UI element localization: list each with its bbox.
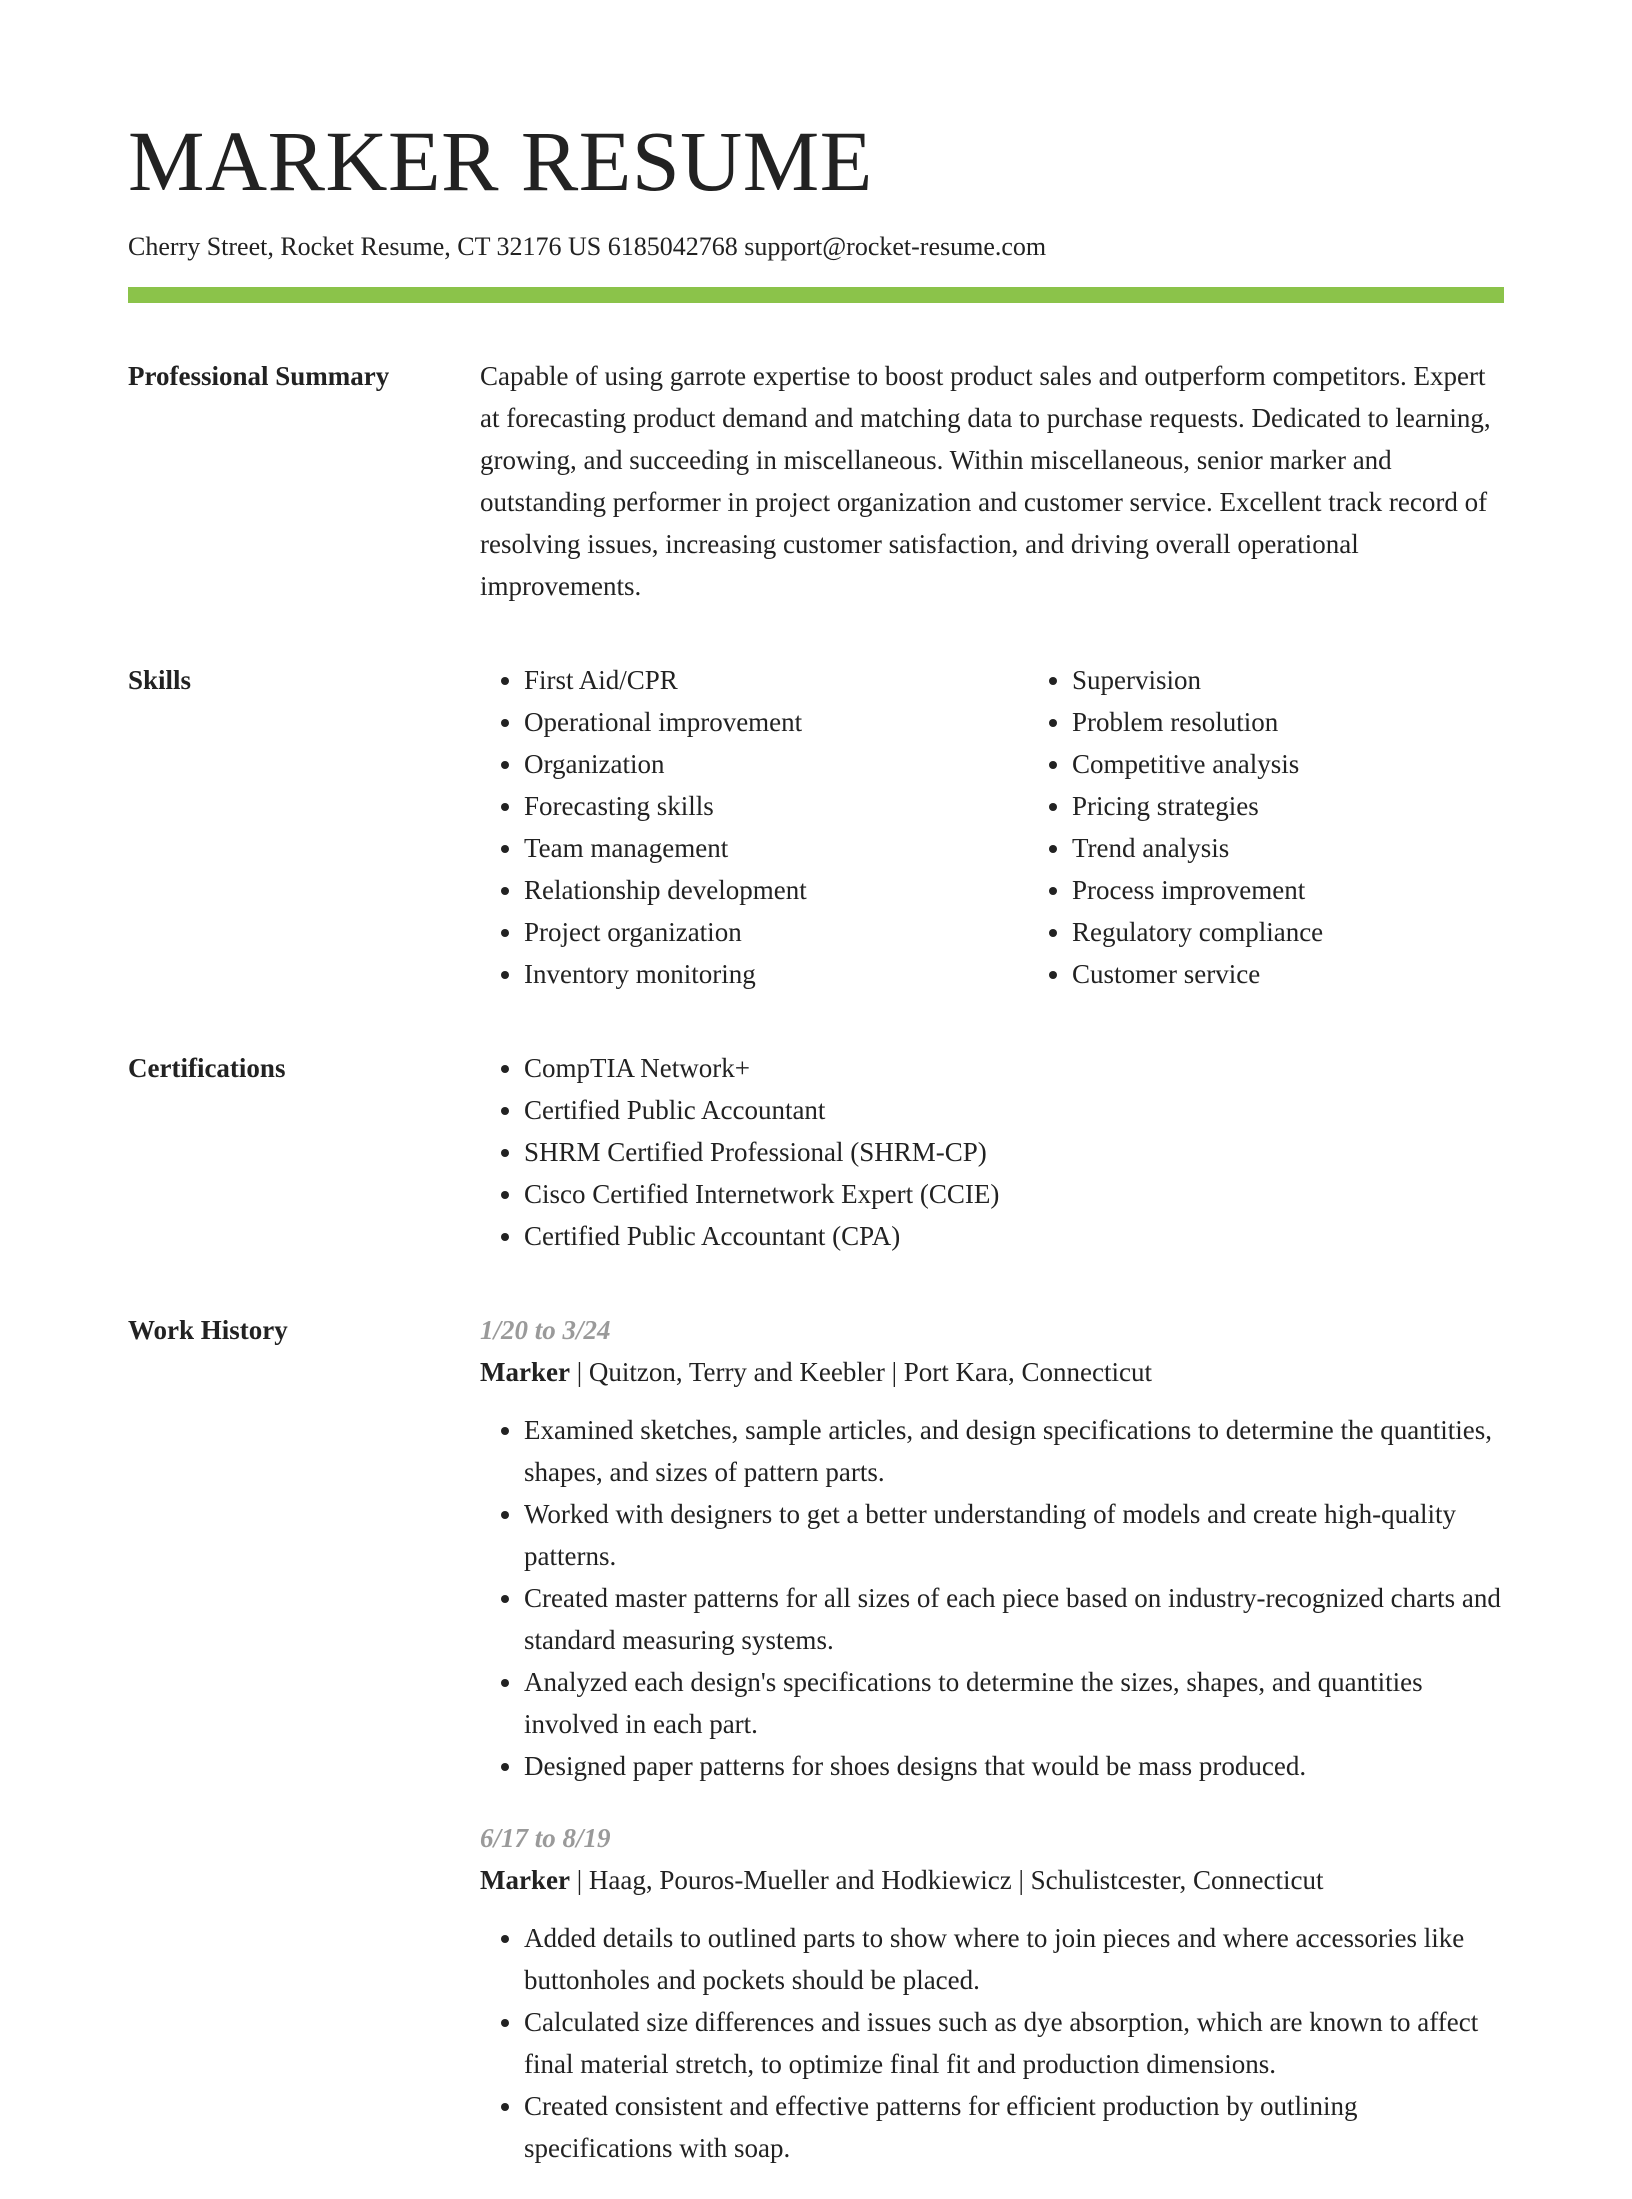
job-employer: | Haag, Pouros-Mueller and Hodkiewicz | Schulistcester, Connecticut (569, 1864, 1324, 1895)
skill-item: • Forecasting skills (524, 785, 1028, 827)
certification-item: • CompTIA Network+ (524, 1047, 1504, 1089)
job-bullets (480, 1409, 1504, 1787)
skills-content (480, 659, 1576, 995)
job-bullet: • Created master patterns for all sizes of each piece based on industry-recognized charts and standard measuring systems. (524, 1577, 1504, 1661)
skills-label: Skills (128, 664, 192, 695)
summary-label: Professional Summary (128, 360, 390, 391)
job-entry (480, 1309, 1504, 1787)
skill-item: • Inventory monitoring (524, 953, 1028, 995)
job-bullets (480, 1917, 1504, 2169)
skill-item: • Problem resolution (1072, 701, 1576, 743)
summary-text: Capable of using garrote expertise to boost product sales and outperform competitors. Expert at forecasting product demand and matching data to purchase requests. Dedicated to learning, growing, and succeeding in miscellaneous. Within miscellaneous, senior marker and outstanding performer in project organization and customer service. Excellent track record of resolving issues, increasing customer satisfaction, and driving overall operational improvements. (480, 360, 1491, 601)
skill-item: • Regulatory compliance (1072, 911, 1576, 953)
skill-item: • Pricing strategies (1072, 785, 1576, 827)
job-employer: | Quitzon, Terry and Keebler | Port Kara, Connecticut (569, 1356, 1152, 1387)
skill-item: • Organization (524, 743, 1028, 785)
job-title-line (480, 1351, 1504, 1393)
skill-item: • Process improvement (1072, 869, 1576, 911)
skill-item: • Trend analysis (1072, 827, 1576, 869)
skill-item: • Team management (524, 827, 1028, 869)
certifications-list (480, 1047, 1504, 1257)
summary-content (480, 355, 1504, 607)
skill-item: • Project organization (524, 911, 1028, 953)
skills-list-left (480, 659, 1028, 995)
certification-item: • Cisco Certified Internetwork Expert (CCIE) (524, 1173, 1504, 1215)
summary-section (128, 355, 1504, 607)
skill-item: • Operational improvement (524, 701, 1028, 743)
certifications-section (128, 1047, 1504, 1257)
skill-item: • Relationship development (524, 869, 1028, 911)
skill-item: • First Aid/CPR (524, 659, 1028, 701)
accent-divider (128, 287, 1504, 303)
job-dates: 6/17 to 8/19 (480, 1822, 611, 1853)
work-history-content (480, 1309, 1504, 2199)
skills-section (128, 659, 1504, 995)
work-history-label: Work History (128, 1314, 288, 1345)
job-bullet: • Designed paper patterns for shoes designs that would be mass produced. (524, 1745, 1504, 1787)
job-title: Marker (480, 1864, 570, 1895)
certification-item: • Certified Public Accountant (CPA) (524, 1215, 1504, 1257)
contact-line: Cherry Street, Rocket Resume, CT 32176 US 6185042768 support@rocket-resume.com (128, 232, 1047, 261)
job-bullet: • Worked with designers to get a better understanding of models and create high-quality patterns. (524, 1493, 1504, 1577)
certification-item: • SHRM Certified Professional (SHRM-CP) (524, 1131, 1504, 1173)
job-bullet: • Created consistent and effective patterns for efficient production by outlining specifications with soap. (524, 2085, 1504, 2169)
job-title-line (480, 1859, 1504, 1901)
work-history-section (128, 1309, 1504, 2199)
job-title: Marker (480, 1356, 570, 1387)
skill-item: • Customer service (1072, 953, 1576, 995)
job-bullet: • Examined sketches, sample articles, and design specifications to determine the quantities, shapes, and sizes of pattern parts. (524, 1409, 1504, 1493)
certification-item: • Certified Public Accountant (524, 1089, 1504, 1131)
certifications-label: Certifications (128, 1052, 286, 1083)
skill-item: • Supervision (1072, 659, 1576, 701)
certifications-content (480, 1047, 1504, 1257)
skills-list-right (1028, 659, 1576, 995)
job-dates: 1/20 to 3/24 (480, 1314, 611, 1345)
job-entry (480, 1817, 1504, 2169)
job-bullet: • Analyzed each design's specifications to determine the sizes, shapes, and quantities involved in each part. (524, 1661, 1504, 1745)
job-bullet: • Added details to outlined parts to show where to join pieces and where accessories like buttonholes and pockets should be placed. (524, 1917, 1504, 2001)
skill-item: • Competitive analysis (1072, 743, 1576, 785)
resume-title: MARKER RESUME (128, 113, 873, 209)
job-bullet: • Calculated size differences and issues such as dye absorption, which are known to affect final material stretch, to optimize final fit and production dimensions. (524, 2001, 1504, 2085)
